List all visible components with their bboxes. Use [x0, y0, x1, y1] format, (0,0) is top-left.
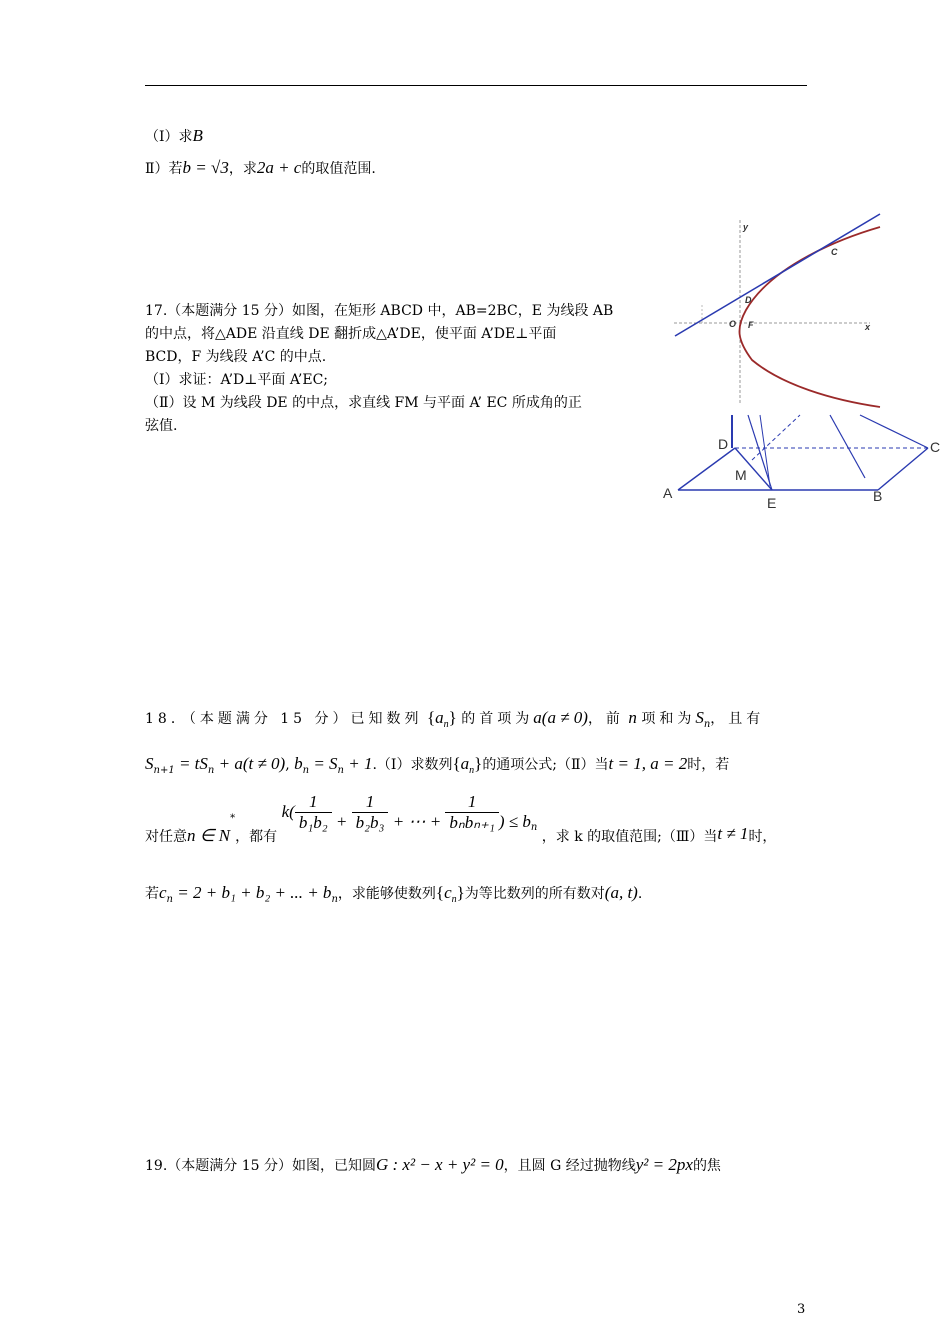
segment-ad	[678, 448, 735, 490]
segment-fm	[752, 415, 800, 460]
label-d: D	[718, 436, 729, 452]
frac-3: $\frac{1}{\text{bₙbₙ₊₁}}$	[445, 792, 498, 833]
header-rule	[145, 85, 807, 86]
y-label: y	[743, 222, 749, 232]
q18-line1: 18．（本题满分 15 分）已知数列 $\{a_n\}$ 的首项为a(a ≠ 0)，前 n 项和为$S_n$，且有	[145, 708, 765, 730]
q18-first-term: a(a ≠ 0)	[533, 708, 588, 727]
segment-fold-3	[760, 415, 770, 486]
q16-target: 2a + c	[256, 158, 302, 177]
q16-part2: Ⅱ）若b = √3，求2a + c的取值范围.	[145, 158, 376, 177]
parabola-graph	[672, 210, 882, 410]
q18-line2: $S_{n+1} = tS_n + a(t \ne 0)$, $b_n = S_n$ + 1.（Ⅰ）求数列$\{a_n\}$的通项公式;（Ⅱ）当t = 1, a = 2时，若	[145, 754, 730, 776]
x-label: x	[865, 322, 871, 332]
focus-label: F	[748, 320, 754, 330]
label-a: A	[663, 485, 673, 501]
q16-part1: （Ⅰ）求B	[145, 126, 203, 145]
label-c: C	[930, 439, 941, 455]
origin-label: O	[729, 319, 737, 329]
page-number: 3	[797, 1302, 806, 1317]
label-e: E	[767, 495, 777, 511]
segment-fold-2	[860, 415, 928, 448]
point-d-label: D	[745, 295, 752, 305]
label-m: M	[735, 467, 747, 483]
frac-2: $\frac{1}{\text{b₂b₃}}$	[352, 792, 389, 833]
folded-rectangle-figure	[660, 410, 945, 515]
point-c-label: C	[831, 247, 838, 257]
q19-parabola: y² = 2px	[635, 1155, 693, 1174]
parabola-curve	[739, 227, 880, 407]
q19-line1: 19.（本题满分 15 分）如图，已知圆G : x² − x + y² = 0，且圆 G 经过抛物线y² = 2px的焦	[145, 1155, 721, 1174]
q18-line3: 对任意n ∈ N*，都有 k( $\frac{1}{\text{b₁b₂}}$ + $\frac{1}{\text{b₂b₃}}$ + ⋯ + $\frac{1}{\text{bₙbₙ₊₁}}$ ) ≤ $b_n$ ，求 k 的取值范围;（Ⅲ）当t ≠ 1时，	[145, 791, 777, 845]
segment-bc	[878, 448, 928, 490]
segment-fold-1	[830, 415, 865, 478]
secant-line	[675, 214, 880, 336]
label-b: B	[873, 488, 883, 504]
q17-text: 17.（本题满分 15 分）如图，在矩形 ABCD 中，AB=2BC，E 为线段 AB 的中点，将△ADE 沿直线 DE 翻折成△A’DE，使平面 A’DE⊥平面 BCD，F 为线段 A’C 的中点. （Ⅰ）求证：A’D⊥平面 A’EC; （Ⅱ）设 M 为线段 DE 的中点，求直线 FM 与平面 A’ EC 所成角的正 弦值.	[145, 303, 614, 434]
frac-1: $\frac{1}{\text{b₁b₂}}$	[295, 792, 332, 833]
q19-circle: G : x² − x + y² = 0	[375, 1155, 504, 1174]
q16-condition: b = √3	[182, 158, 229, 177]
q18-line4: 若$c_n = 2 + b_1 + b_2$ + ... + $b_n$，求能够使数列$\{c_n\}$为等比数列的所有数对(a, t).	[145, 883, 643, 905]
q16-var-b: B	[192, 126, 203, 145]
